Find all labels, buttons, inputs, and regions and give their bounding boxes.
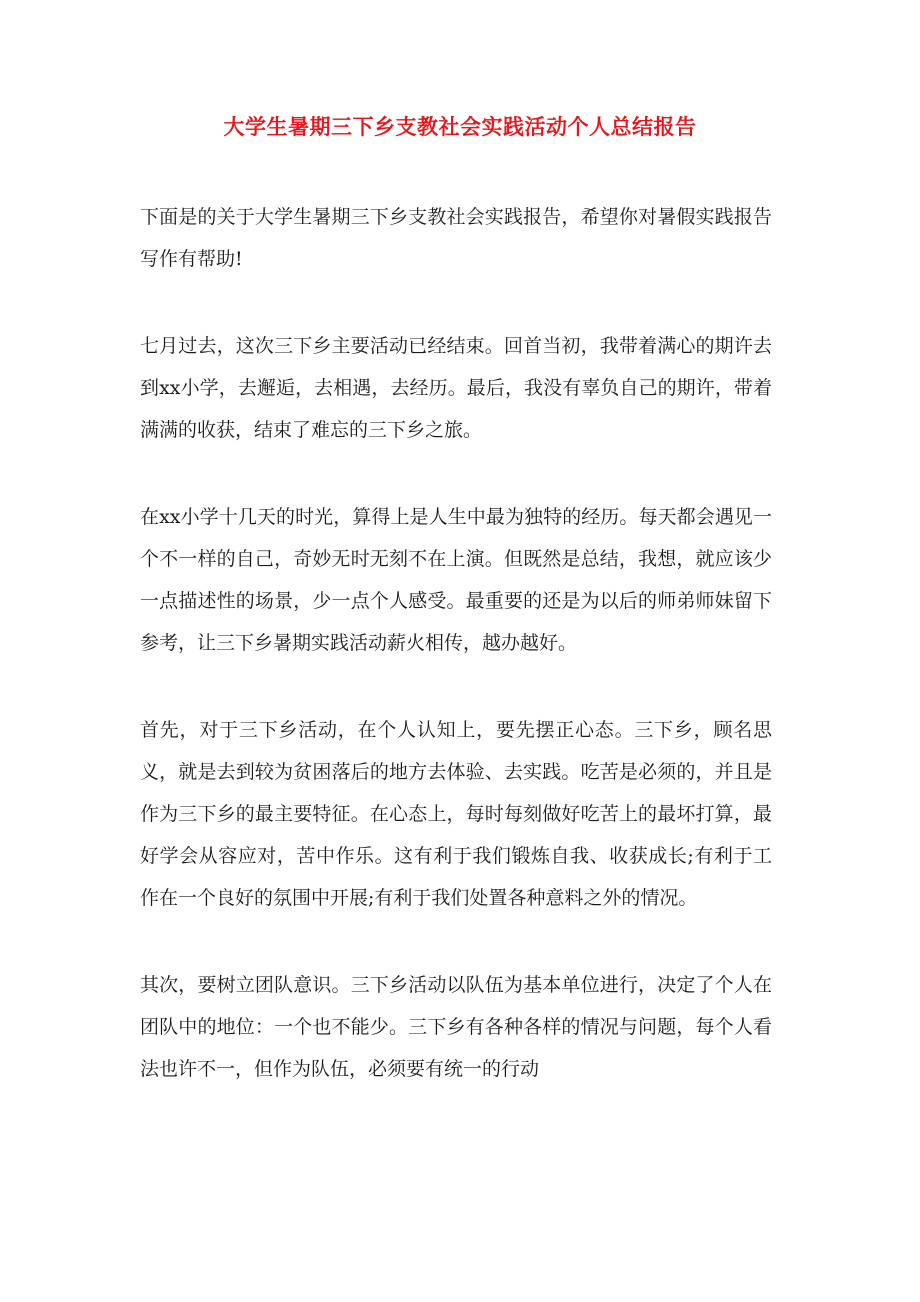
- paragraph-intro: 下面是的关于大学生暑期三下乡支教社会实践报告，希望你对暑假实践报告写作有帮助!: [140, 206, 772, 270]
- paragraph-school-days: 在xx小学十几天的时光，算得上是人生中最为独特的经历。每天都会遇见一个不一样的自己，奇妙无时无刻不在上演。但既然是总结，我想，就应该少一点描述性的场景，少一点个人感受。最重要的还是为以后的师弟师妹留下参考，让三下乡暑期实践活动薪火相传，越办越好。: [140, 506, 772, 654]
- document-body: [140, 196, 772, 1135]
- paragraph-first-mindset: 首先，对于三下乡活动，在个人认知上，要先摆正心态。三下乡，顾名思义，就是去到较为贫困落后的地方去体验、去实践。吃苦是必须的，并且是作为三下乡的最主要特征。在心态上，每时每刻做好吃苦上的最坏打算，最好学会从容应对，苦中作乐。这有利于我们锻炼自我、收获成长;有利于工作在一个良好的氛围中开展;有利于我们处置各种意料之外的情况。: [140, 719, 772, 909]
- paragraph-july: 七月过去，这次三下乡主要活动已经结束。回首当初，我带着满心的期许去到xx小学，去邂逅，去相遇，去经历。最后，我没有辜负自己的期许，带着满满的收获，结束了难忘的三下乡之旅。: [140, 335, 772, 441]
- paragraph-second-teamwork: 其次，要树立团队意识。三下乡活动以队伍为基本单位进行，决定了个人在团队中的地位：一个也不能少。三下乡有各种各样的情况与问题，每个人看法也许不一，但作为队伍，必须要有统一的行动: [140, 974, 772, 1080]
- document-title: 大学生暑期三下乡支教社会实践活动个人总结报告: [223, 114, 697, 139]
